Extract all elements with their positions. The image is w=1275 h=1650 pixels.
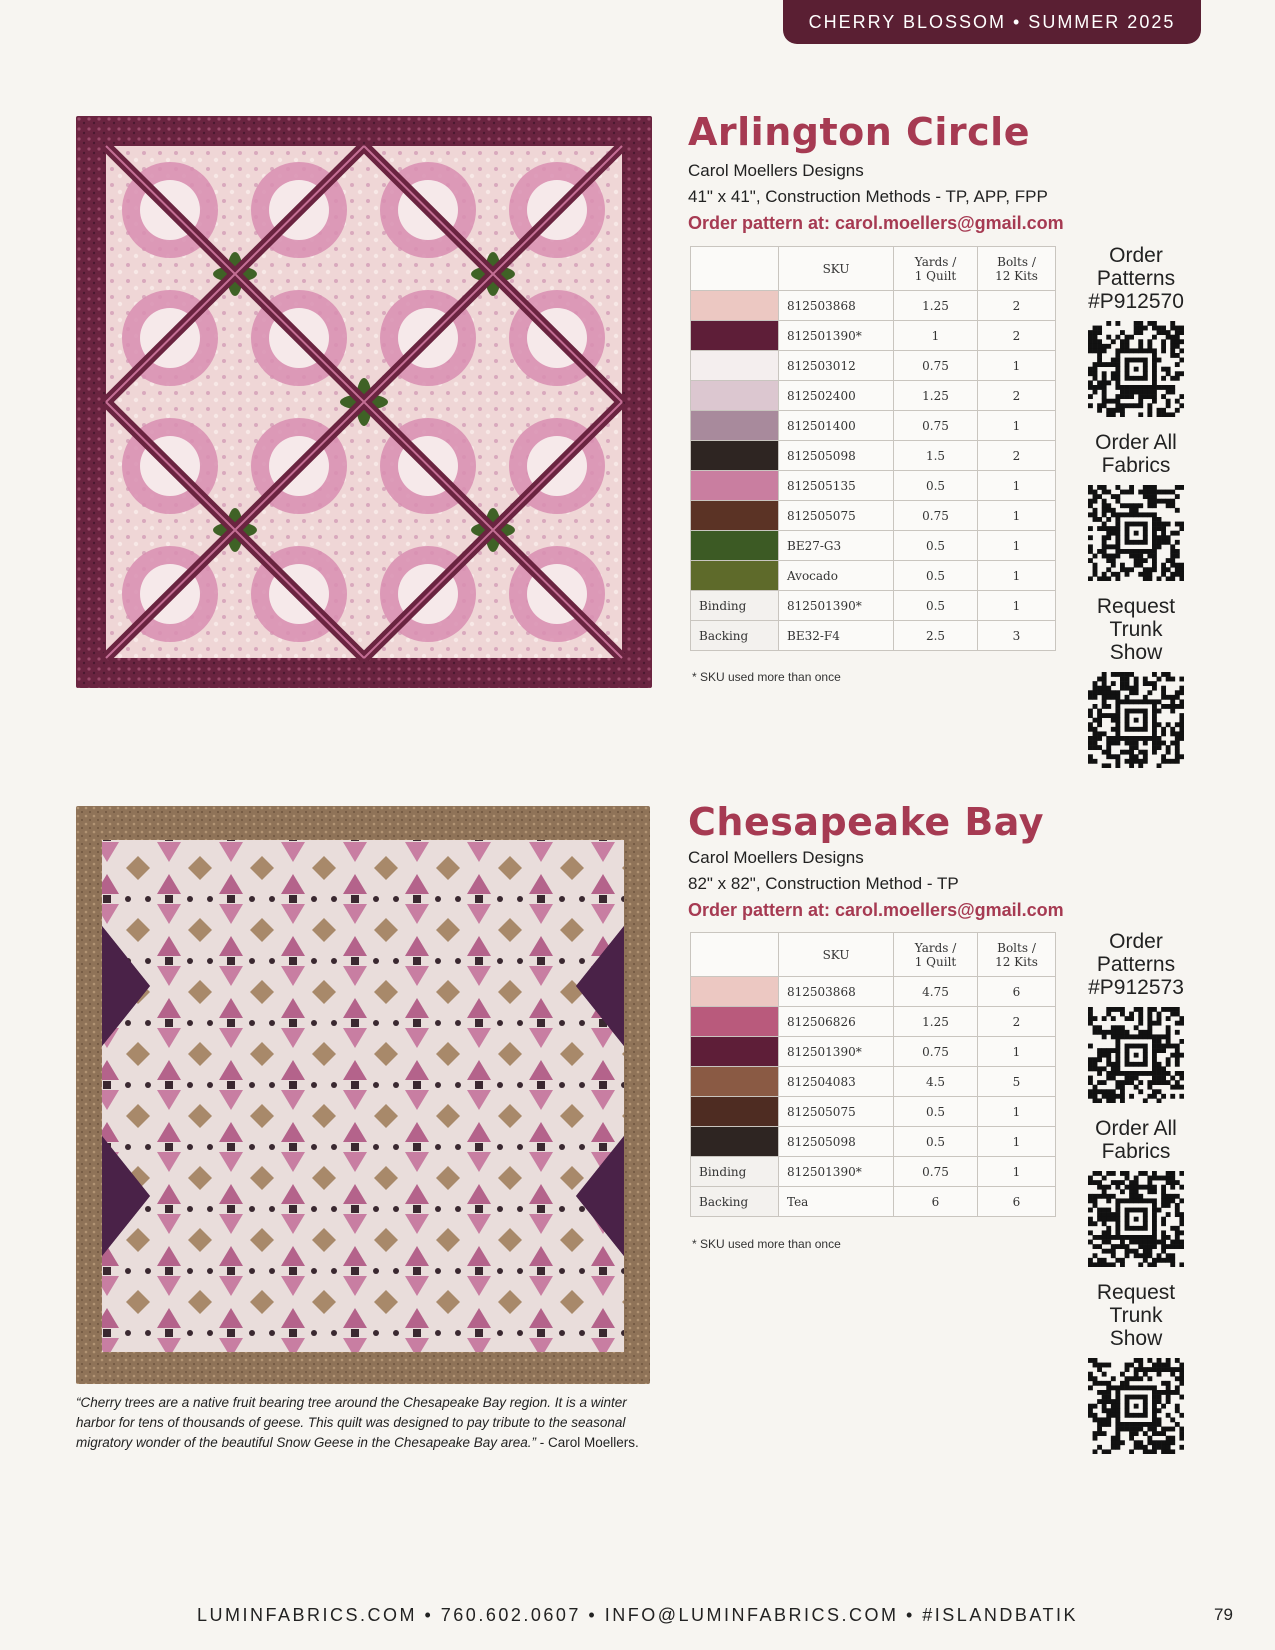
fabric-swatch xyxy=(691,1127,779,1157)
table-row xyxy=(691,471,1056,501)
bolts-cell: 6 xyxy=(978,1187,1056,1217)
designer-name: Carol Moellers Designs xyxy=(688,848,864,867)
bolts-cell: 2 xyxy=(978,441,1056,471)
sku-cell: 812501390* xyxy=(779,1157,894,1187)
yards-cell: 1.25 xyxy=(894,381,978,411)
yards-cell: 0.75 xyxy=(894,501,978,531)
yards-cell: 4.75 xyxy=(894,977,978,1007)
designer-name: Carol Moellers Designs xyxy=(688,161,864,180)
yards-cell: 6 xyxy=(894,1187,978,1217)
bolts-cell: 1 xyxy=(978,591,1056,621)
fabric-swatch xyxy=(691,411,779,441)
quilt-size: 82" x 82", Construction Method - TP xyxy=(688,874,959,893)
sku-cell: 812504083 xyxy=(779,1067,894,1097)
fabric-swatch xyxy=(691,1037,779,1067)
table-row xyxy=(691,1007,1056,1037)
header-swatch xyxy=(691,933,779,977)
sku-cell: 812505135 xyxy=(779,471,894,501)
qr-code-order-patterns[interactable] xyxy=(1088,1007,1184,1103)
row-label: Backing xyxy=(691,621,779,651)
fabric-swatch xyxy=(691,381,779,411)
fabric-swatch xyxy=(691,1007,779,1037)
quilt-title: Chesapeake Bay xyxy=(688,800,1045,844)
table-row xyxy=(691,1127,1056,1157)
yards-cell: 0.75 xyxy=(894,411,978,441)
request-trunk-show-label: Request Trunk Show xyxy=(1096,595,1176,664)
sku-footnote: * SKU used more than once xyxy=(692,670,841,684)
table-row xyxy=(691,621,1056,651)
table-row xyxy=(691,1067,1056,1097)
quilt-info xyxy=(688,158,1064,236)
sku-cell: BE32-F4 xyxy=(779,621,894,651)
yards-cell: 0.5 xyxy=(894,531,978,561)
order-all-fabrics-label: Order All Fabrics xyxy=(1095,431,1177,477)
qr-code-order-fabrics[interactable] xyxy=(1088,485,1184,581)
table-row xyxy=(691,561,1056,591)
yards-cell: 0.5 xyxy=(894,591,978,621)
bolts-cell: 1 xyxy=(978,561,1056,591)
table-row xyxy=(691,351,1056,381)
yards-cell: 0.75 xyxy=(894,1157,978,1187)
fabric-swatch xyxy=(691,351,779,381)
yards-cell: 0.5 xyxy=(894,1127,978,1157)
table-row xyxy=(691,1097,1056,1127)
bolts-cell: 2 xyxy=(978,1007,1056,1037)
sku-cell: 812506826 xyxy=(779,1007,894,1037)
yards-cell: 0.75 xyxy=(894,351,978,381)
bolts-cell: 1 xyxy=(978,1037,1056,1067)
sku-cell: BE27-G3 xyxy=(779,531,894,561)
fabric-table xyxy=(690,246,1056,651)
table-row xyxy=(691,977,1056,1007)
order-patterns-label: Order Patterns #P912573 xyxy=(1088,930,1184,999)
table-row xyxy=(691,1187,1056,1217)
qr-column xyxy=(1068,244,1204,782)
yards-cell: 1.5 xyxy=(894,441,978,471)
sku-cell: 812502400 xyxy=(779,381,894,411)
yards-cell: 1.25 xyxy=(894,291,978,321)
quilt-title: Arlington Circle xyxy=(688,110,1030,154)
fabric-swatch xyxy=(691,501,779,531)
order-patterns-label: Order Patterns #P912570 xyxy=(1088,244,1184,313)
bolts-cell: 1 xyxy=(978,531,1056,561)
sku-cell: 812505098 xyxy=(779,441,894,471)
sku-cell: 812501390* xyxy=(779,591,894,621)
catalog-header-tab: CHERRY BLOSSOM • SUMMER 2025 xyxy=(783,0,1201,44)
table-row xyxy=(691,291,1056,321)
row-label: Binding xyxy=(691,591,779,621)
sku-footnote: * SKU used more than once xyxy=(692,1237,841,1251)
yards-cell: 0.75 xyxy=(894,1037,978,1067)
yards-cell: 4.5 xyxy=(894,1067,978,1097)
fabric-swatch xyxy=(691,561,779,591)
sku-cell: 812503868 xyxy=(779,291,894,321)
header-yards: Yards / 1 Quilt xyxy=(894,933,978,977)
bolts-cell: 1 xyxy=(978,1157,1056,1187)
quote-author: - Carol Moellers. xyxy=(536,1435,639,1450)
bolts-cell: 2 xyxy=(978,321,1056,351)
quilt-info xyxy=(688,845,1064,923)
order-pattern-email[interactable]: Order pattern at: carol.moellers@gmail.com xyxy=(688,900,1064,920)
sku-cell: 812503868 xyxy=(779,977,894,1007)
header-bolts: Bolts / 12 Kits xyxy=(978,247,1056,291)
header-sku: SKU xyxy=(779,247,894,291)
quote-text: “Cherry trees are a native fruit bearing tree around the Chesapeake Bay region. It is a winter harbor for tens of thousands of geese. This quilt was designed to pay tribute to the seasonal migratory wonder of the beautiful Snow Geese in the Chesapeake Bay area.” xyxy=(76,1395,627,1450)
table-row xyxy=(691,411,1056,441)
yards-cell: 1.25 xyxy=(894,1007,978,1037)
header-bolts: Bolts / 12 Kits xyxy=(978,933,1056,977)
header-swatch xyxy=(691,247,779,291)
bolts-cell: 2 xyxy=(978,291,1056,321)
sku-cell: 812505098 xyxy=(779,1127,894,1157)
bolts-cell: 1 xyxy=(978,501,1056,531)
bolts-cell: 1 xyxy=(978,1127,1056,1157)
designer-quote xyxy=(76,1393,656,1453)
header-yards: Yards / 1 Quilt xyxy=(894,247,978,291)
table-row xyxy=(691,381,1056,411)
bolts-cell: 2 xyxy=(978,381,1056,411)
fabric-swatch xyxy=(691,321,779,351)
arlington-circle-quilt-image xyxy=(76,116,652,688)
yards-cell: 0.5 xyxy=(894,1097,978,1127)
table-row xyxy=(691,1037,1056,1067)
table-row xyxy=(691,441,1056,471)
fabric-swatch xyxy=(691,531,779,561)
fabric-swatch xyxy=(691,441,779,471)
row-label: Backing xyxy=(691,1187,779,1217)
request-trunk-show-label: Request Trunk Show xyxy=(1096,1281,1176,1350)
yards-cell: 0.5 xyxy=(894,561,978,591)
fabric-swatch xyxy=(691,1067,779,1097)
table-row xyxy=(691,321,1056,351)
table-row xyxy=(691,1157,1056,1187)
header-sku: SKU xyxy=(779,933,894,977)
qr-code-order-patterns[interactable] xyxy=(1088,321,1184,417)
sku-cell: Avocado xyxy=(779,561,894,591)
table-row xyxy=(691,501,1056,531)
table-row xyxy=(691,531,1056,561)
sku-cell: 812505075 xyxy=(779,1097,894,1127)
qr-code-order-fabrics[interactable] xyxy=(1088,1171,1184,1267)
bolts-cell: 3 xyxy=(978,621,1056,651)
bolts-cell: 5 xyxy=(978,1067,1056,1097)
bolts-cell: 1 xyxy=(978,471,1056,501)
sku-cell: 812505075 xyxy=(779,501,894,531)
quilt-size: 41" x 41", Construction Methods - TP, APP, FPP xyxy=(688,187,1048,206)
sku-cell: 812501390* xyxy=(779,321,894,351)
bolts-cell: 1 xyxy=(978,351,1056,381)
fabric-swatch xyxy=(691,977,779,1007)
bolts-cell: 1 xyxy=(978,411,1056,441)
bolts-cell: 6 xyxy=(978,977,1056,1007)
sku-cell: Tea xyxy=(779,1187,894,1217)
fabric-swatch xyxy=(691,471,779,501)
chesapeake-bay-quilt-image xyxy=(76,806,650,1384)
table-header-row xyxy=(691,247,1056,291)
row-label: Binding xyxy=(691,1157,779,1187)
fabric-table xyxy=(690,932,1056,1217)
table-row xyxy=(691,591,1056,621)
qr-code-trunk-show[interactable] xyxy=(1088,672,1184,768)
qr-column xyxy=(1068,930,1204,1468)
sku-cell: 812501390* xyxy=(779,1037,894,1067)
bolts-cell: 1 xyxy=(978,1097,1056,1127)
sku-cell: 812501400 xyxy=(779,411,894,441)
order-pattern-email[interactable]: Order pattern at: carol.moellers@gmail.com xyxy=(688,213,1064,233)
fabric-swatch xyxy=(691,1097,779,1127)
table-header-row xyxy=(691,933,1056,977)
yards-cell: 0.5 xyxy=(894,471,978,501)
fabric-swatch xyxy=(691,291,779,321)
order-all-fabrics-label: Order All Fabrics xyxy=(1095,1117,1177,1163)
footer-contact: LUMINFABRICS.COM • 760.602.0607 • INFO@LUMINFABRICS.COM • #ISLANDBATIK xyxy=(196,1605,1079,1625)
yards-cell: 2.5 xyxy=(894,621,978,651)
qr-code-trunk-show[interactable] xyxy=(1088,1358,1184,1454)
page-number: 79 xyxy=(1214,1605,1233,1624)
yards-cell: 1 xyxy=(894,321,978,351)
sku-cell: 812503012 xyxy=(779,351,894,381)
